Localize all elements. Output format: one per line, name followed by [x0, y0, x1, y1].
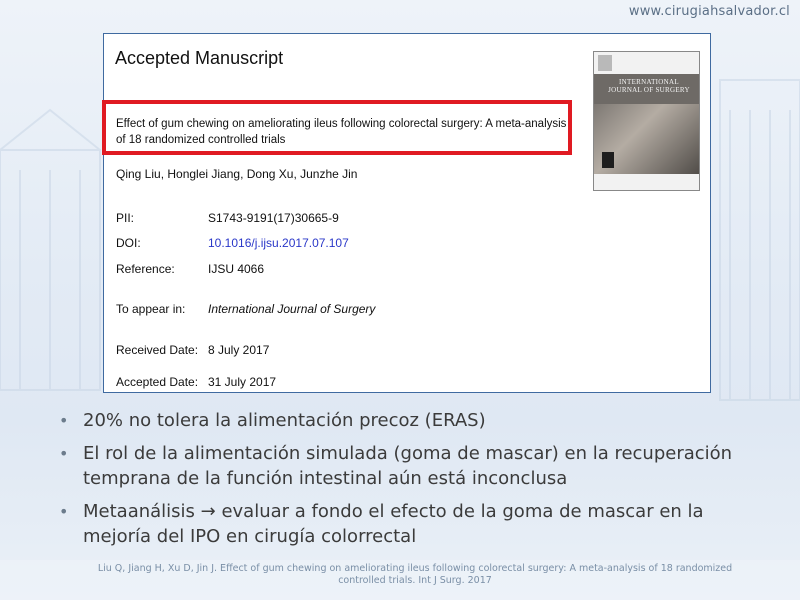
cover-title: INTERNATIONAL JOURNAL OF SURGERY [608, 78, 690, 94]
reference-label: Reference: [116, 262, 175, 276]
bullet-dot-icon: • [59, 444, 69, 463]
publisher-logo-icon [598, 55, 612, 71]
doi-link[interactable]: 10.1016/j.ijsu.2017.07.107 [208, 236, 349, 250]
pii-label: PII: [116, 211, 135, 225]
bullet-text: 20% no tolera la alimentación precoz (ERAS) [83, 410, 486, 431]
bullet-text: El rol de la alimentación simulada (goma de mascar) en la recuperación temprana de la función intestinal aún está inconclusa [83, 443, 733, 489]
doi-label: DOI: [116, 236, 141, 250]
cover-footer-strip [594, 174, 699, 190]
bullet-text: Metaanálisis → evaluar a fondo el efecto de la goma de mascar en la mejoría del IPO en cirugía colorrectal [83, 501, 704, 547]
cover-header-strip [594, 52, 699, 74]
bullet-item [57, 499, 757, 549]
bullet-dot-icon: • [59, 411, 69, 430]
appear-in-label: To appear in: [116, 302, 186, 316]
manuscript-heading: Accepted Manuscript [115, 48, 284, 68]
bullet-dot-icon: • [59, 502, 69, 521]
manuscript-card [103, 33, 711, 393]
authors: Qing Liu, Honglei Jiang, Dong Xu, Junzhe Jin [116, 167, 358, 181]
received-date-label: Received Date: [116, 343, 199, 357]
site-url: www.cirugiahsalvador.cl [628, 4, 790, 19]
paper-title: Effect of gum chewing on ameliorating ileus following colorectal surgery: A meta-analysis of 18 randomized controlled trials [116, 118, 567, 146]
accepted-date-label: Accepted Date: [116, 375, 199, 389]
accepted-date-value: 31 July 2017 [208, 375, 277, 389]
received-date-value: 8 July 2017 [208, 343, 270, 357]
crest-icon [602, 152, 614, 168]
pii-value: S1743-9191(17)30665-9 [208, 211, 339, 225]
reference-value: IJSU 4066 [208, 262, 265, 276]
bullet-item [57, 441, 757, 491]
bullet-item [57, 408, 757, 433]
journal-cover-image [593, 51, 700, 191]
journal-name: International Journal of Surgery [208, 302, 376, 316]
bullet-list [57, 408, 757, 557]
citation-footer: Liu Q, Jiang H, Xu D, Jin J. Effect of gum chewing on ameliorating ileus following colorectal surgery: A meta-analysis of 18 randomized controlled trials. Int J Surg. 2017 [97, 563, 733, 586]
